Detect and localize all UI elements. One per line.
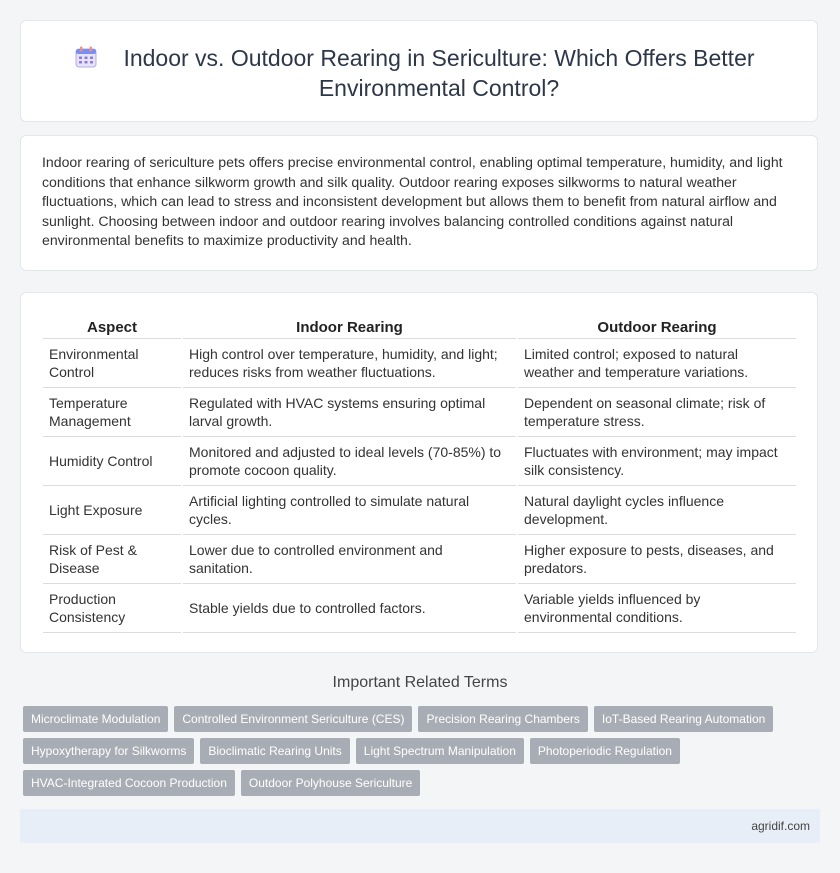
table-cell-indoor: Artificial lighting controlled to simulate natural cycles. [183, 486, 516, 535]
intro-paragraph: Indoor rearing of sericulture pets offers precise environmental control, enabling optimal temperature, humidity, and light conditions that enhance silkworm growth and silk quality. Outdoor rearing exposes silkworms to natural weather fluctuations, which can lead to stress and inconsistent development but allows them to benefit from natural airflow and sunlight. Choosing between indoor and outdoor rearing involves balancing controlled conditions against natural environmental benefits to maximize productivity and health. [42, 154, 783, 249]
term-tag[interactable]: Photoperiodic Regulation [530, 738, 680, 764]
term-tag[interactable]: Precision Rearing Chambers [418, 706, 587, 732]
table-row [43, 437, 796, 486]
term-tag[interactable]: IoT-Based Rearing Automation [594, 706, 773, 732]
comparison-card [20, 292, 818, 653]
table-cell-outdoor: Natural daylight cycles influence development. [518, 486, 796, 535]
table-cell-indoor: Monitored and adjusted to ideal levels (70-85%) to promote cocoon quality. [183, 437, 516, 486]
term-tag[interactable]: Controlled Environment Sericulture (CES) [174, 706, 412, 732]
related-terms-heading: Important Related Terms [332, 674, 508, 691]
table-cell-aspect: Production Consistency [43, 584, 181, 633]
comparison-table [41, 316, 798, 633]
term-tag[interactable]: Hypoxytherapy for Silkworms [23, 738, 194, 764]
table-row [43, 339, 796, 388]
term-tag[interactable]: Light Spectrum Manipulation [356, 738, 524, 764]
table-cell-aspect: Environmental Control [43, 339, 181, 388]
table-row [43, 584, 796, 633]
table-cell-outdoor: Higher exposure to pests, diseases, and predators. [518, 535, 796, 584]
column-header-indoor: Indoor Rearing [183, 316, 516, 339]
table-cell-outdoor: Limited control; exposed to natural weather and temperature variations. [518, 339, 796, 388]
table-cell-aspect: Temperature Management [43, 388, 181, 437]
table-cell-aspect: Light Exposure [43, 486, 181, 535]
term-tag[interactable]: Outdoor Polyhouse Sericulture [241, 770, 420, 796]
footer-bar [20, 809, 820, 843]
term-tag[interactable]: Bioclimatic Rearing Units [200, 738, 349, 764]
table-cell-aspect: Risk of Pest & Disease [43, 535, 181, 584]
intro-card [20, 135, 818, 271]
table-cell-indoor: High control over temperature, humidity, and light; reduces risks from weather fluctuations. [183, 339, 516, 388]
column-header-aspect: Aspect [43, 316, 181, 339]
column-header-outdoor: Outdoor Rearing [518, 316, 796, 339]
page-title: Indoor vs. Outdoor Rearing in Sericulture: Which Offers Better Environmental Control? [123, 45, 755, 101]
table-cell-outdoor: Variable yields influenced by environmental conditions. [518, 584, 796, 633]
table-cell-indoor: Lower due to controlled environment and sanitation. [183, 535, 516, 584]
table-cell-outdoor: Fluctuates with environment; may impact silk consistency. [518, 437, 796, 486]
table-row [43, 486, 796, 535]
header-card [20, 20, 818, 122]
table-row [43, 535, 796, 584]
table-cell-aspect: Humidity Control [43, 437, 181, 486]
related-terms-list [23, 706, 813, 796]
footer-site-link[interactable]: agridif.com [751, 819, 810, 833]
term-tag[interactable]: Microclimate Modulation [23, 706, 168, 732]
table-cell-indoor: Regulated with HVAC systems ensuring optimal larval growth. [183, 388, 516, 437]
table-cell-outdoor: Dependent on seasonal climate; risk of temperature stress. [518, 388, 796, 437]
table-row [43, 388, 796, 437]
table-header-row [43, 316, 796, 339]
table-cell-indoor: Stable yields due to controlled factors. [183, 584, 516, 633]
term-tag[interactable]: HVAC-Integrated Cocoon Production [23, 770, 235, 796]
